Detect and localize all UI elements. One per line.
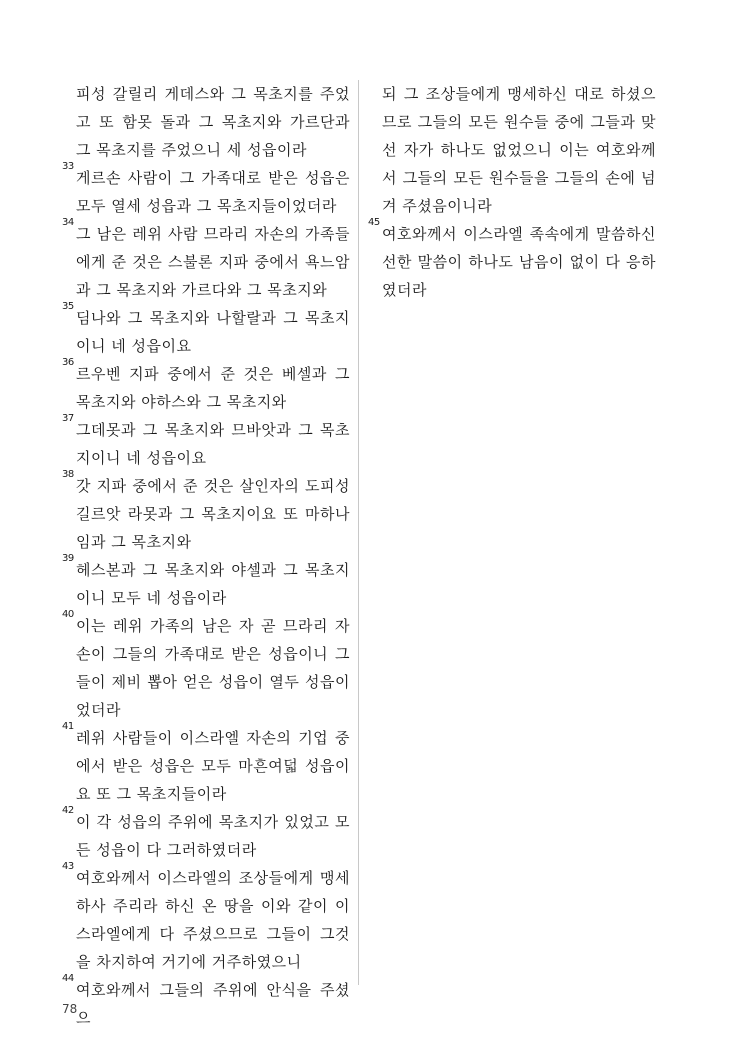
verse-text: 여호와께서 이스라엘 족속에게 말씀하신 선한 말씀이 하나도 남음이 없이 다 응하였더라 xyxy=(382,225,656,299)
verse xyxy=(62,973,350,1032)
verse-number: 44 xyxy=(62,973,74,984)
verse-text: 여호와께서 이스라엘의 조상들에게 맹세하사 주리라 하신 온 땅을 이와 같이 이스라엘에게 다 주셨으므로 그들이 그것을 차지하여 거기에 거주하였으니 xyxy=(76,869,350,971)
page-number: 78 xyxy=(62,1002,78,1016)
left-column xyxy=(62,80,350,1032)
verse-text: 게르손 사람이 그 가족대로 받은 성읍은 모두 열세 성읍과 그 목초지들이었더라 xyxy=(76,169,350,215)
verse xyxy=(62,609,350,724)
verse-number: 39 xyxy=(62,553,74,564)
verse xyxy=(62,161,350,220)
column-divider xyxy=(358,80,359,985)
verse-text: 르우벤 지파 중에서 준 것은 베셀과 그 목초지와 야하스와 그 목초지와 xyxy=(76,365,350,411)
verse-number: 40 xyxy=(62,609,74,620)
verse-text: 그 남은 레위 사람 므라리 자손의 가족들에게 준 것은 스불론 지파 중에서 욕느암과 그 목초지와 가르다와 그 목초지와 xyxy=(76,225,350,299)
verse xyxy=(62,469,350,556)
verse-number: 37 xyxy=(62,413,74,424)
verse-text: 피성 갈릴리 게데스와 그 목초지를 주었고 또 함못 돌과 그 목초지와 가르단과 그 목초지를 주었으니 세 성읍이라 xyxy=(76,85,350,159)
verse xyxy=(62,861,350,976)
verse xyxy=(62,413,350,472)
verse-text: 그데못과 그 목초지와 므바앗과 그 목초지이니 네 성읍이요 xyxy=(76,421,350,467)
verse xyxy=(62,721,350,808)
verse-number: 42 xyxy=(62,805,74,816)
verse-text: 여호와께서 그들의 주위에 안식을 주셨으 xyxy=(76,981,350,1027)
verse xyxy=(62,80,350,164)
verse-text: 레위 사람들이 이스라엘 자손의 기업 중에서 받은 성읍은 모두 마흔여덟 성읍이요 또 그 목초지들이라 xyxy=(76,729,350,803)
verse xyxy=(368,217,656,304)
verse xyxy=(62,301,350,360)
verse-text: 헤스본과 그 목초지와 야셀과 그 목초지이니 모두 네 성읍이라 xyxy=(76,561,350,607)
verse-number: 34 xyxy=(62,217,74,228)
verse-number: 43 xyxy=(62,861,74,872)
verse xyxy=(62,217,350,304)
verse-text: 이는 레위 가족의 남은 자 곧 므라리 자손이 그들의 가족대로 받은 성읍이니 그들이 제비 뽑아 얻은 성읍이 열두 성읍이었더라 xyxy=(76,617,350,719)
verse-text: 이 각 성읍의 주위에 목초지가 있었고 모든 성읍이 다 그러하였더라 xyxy=(76,813,350,859)
verse xyxy=(62,805,350,864)
right-column xyxy=(368,80,656,304)
verse-number: 33 xyxy=(62,161,74,172)
verse-text: 딤나와 그 목초지와 나할랄과 그 목초지이니 네 성읍이요 xyxy=(76,309,350,355)
verse-number: 36 xyxy=(62,357,74,368)
verse xyxy=(62,357,350,416)
verse-number: 45 xyxy=(368,217,380,228)
verse-number: 38 xyxy=(62,469,74,480)
verse xyxy=(62,553,350,612)
verse-number: 35 xyxy=(62,301,74,312)
verse-text: 되 그 조상들에게 맹세하신 대로 하셨으므로 그들의 모든 원수들 중에 그들과 맞선 자가 하나도 없었으니 이는 여호와께서 그들의 모든 원수들을 그들의 손에 넘겨 주셨음이니라 xyxy=(382,85,656,215)
verse xyxy=(368,80,656,220)
verse-text: 갓 지파 중에서 준 것은 살인자의 도피성 길르앗 라못과 그 목초지이요 또 마하나임과 그 목초지와 xyxy=(76,477,350,551)
verse-number: 41 xyxy=(62,721,74,732)
